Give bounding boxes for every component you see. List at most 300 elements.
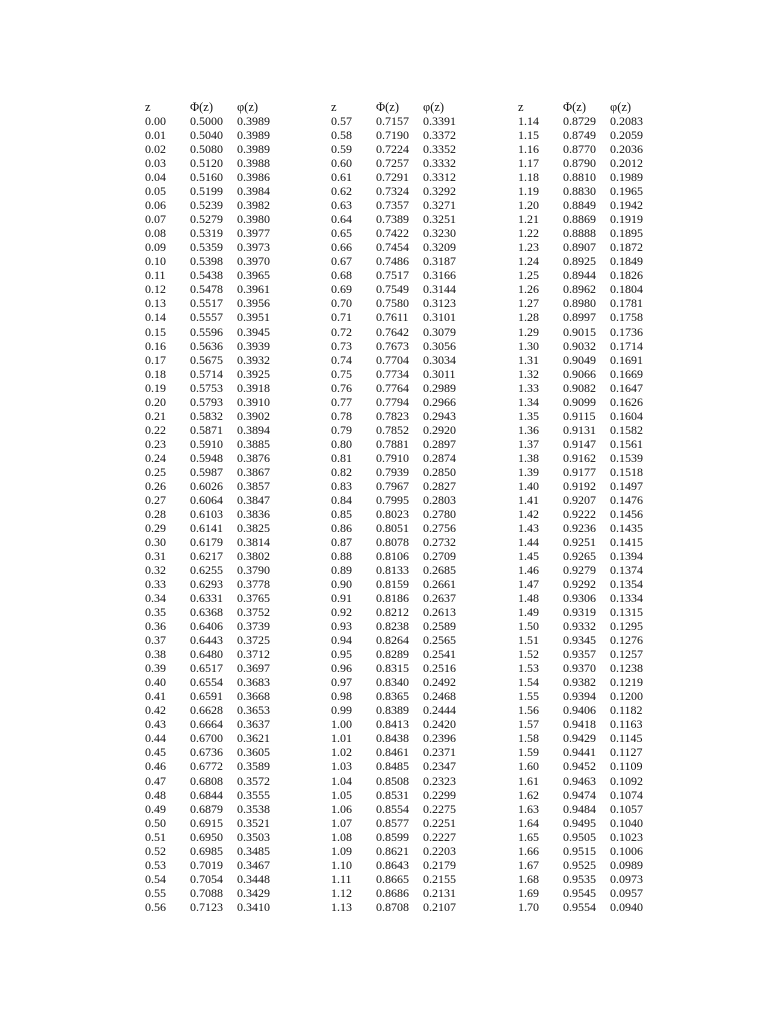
pdf-value: 0.3965 (237, 268, 270, 283)
cdf-value: 0.9015 (563, 324, 596, 339)
cdf-value: 0.5675 (190, 352, 223, 367)
z-value: 0.16 (145, 338, 166, 353)
pdf-value: 0.2059 (610, 128, 643, 143)
table-row (518, 788, 688, 802)
header-row (145, 100, 315, 114)
z-value: 0.97 (331, 675, 352, 690)
pdf-value: 0.3251 (423, 212, 456, 227)
table-row (331, 353, 501, 367)
cdf-value: 0.8461 (376, 745, 409, 760)
z-value: 1.34 (518, 394, 539, 409)
cdf-value: 0.9222 (563, 506, 596, 521)
cdf-value: 0.9306 (563, 591, 596, 606)
cdf-value: 0.7995 (376, 492, 409, 507)
cdf-value: 0.8186 (376, 591, 409, 606)
cdf-value: 0.7967 (376, 478, 409, 493)
table-row (518, 689, 688, 703)
cdf-value: 0.8413 (376, 717, 409, 732)
pdf-value: 0.3187 (423, 254, 456, 269)
pdf-value: 0.2083 (610, 114, 643, 129)
table-row (145, 900, 315, 914)
z-value: 1.20 (518, 198, 539, 213)
pdf-value: 0.2709 (423, 549, 456, 563)
table-row (145, 198, 315, 212)
z-value: 1.69 (518, 885, 539, 900)
table-row (331, 254, 501, 268)
table-row (518, 465, 688, 479)
pdf-value: 0.1561 (610, 436, 643, 451)
table-row (518, 451, 688, 465)
table-row (145, 282, 315, 296)
z-value: 1.31 (518, 352, 539, 367)
z-value: 1.41 (518, 492, 539, 507)
z-value: 1.49 (518, 605, 539, 620)
table-row (331, 759, 501, 773)
table-row (518, 816, 688, 830)
table-row (331, 437, 501, 451)
pdf-value: 0.1781 (610, 296, 643, 311)
z-value: 0.75 (331, 366, 352, 381)
cdf-value: 0.8508 (376, 773, 409, 788)
pdf-value: 0.2780 (423, 506, 456, 521)
table-row (145, 535, 315, 549)
pdf-value: 0.1942 (610, 198, 643, 213)
cdf-value: 0.7123 (190, 899, 223, 914)
cdf-value: 0.8962 (563, 282, 596, 297)
cdf-value: 0.7157 (376, 114, 409, 129)
table-row (145, 240, 315, 254)
z-value: 1.61 (518, 773, 539, 788)
z-value: 1.36 (518, 422, 539, 437)
cdf-value: 0.5636 (190, 338, 223, 353)
table-row (145, 759, 315, 773)
table-row (518, 605, 688, 619)
z-value: 0.39 (145, 661, 166, 676)
table-row (145, 128, 315, 142)
cdf-value: 0.7580 (376, 296, 409, 311)
pdf-value: 0.2685 (423, 563, 456, 578)
z-value: 0.41 (145, 689, 166, 704)
pdf-value: 0.1145 (610, 731, 643, 746)
z-value: 1.19 (518, 184, 539, 199)
cdf-value: 0.5714 (190, 366, 223, 381)
pdf-value: 0.3790 (237, 563, 270, 578)
z-value: 0.95 (331, 647, 352, 662)
cdf-value: 0.9463 (563, 773, 596, 788)
z-value: 0.31 (145, 549, 166, 563)
z-value: 1.44 (518, 534, 539, 549)
pdf-value: 0.2589 (423, 619, 456, 634)
z-value: 0.80 (331, 436, 352, 451)
table-row (331, 717, 501, 731)
table-row (145, 521, 315, 535)
cdf-value: 0.7642 (376, 324, 409, 339)
table-row (518, 142, 688, 156)
z-value: 0.44 (145, 731, 166, 746)
pdf-value: 0.1092 (610, 773, 643, 788)
table-row (145, 886, 315, 900)
cdf-value: 0.8749 (563, 128, 596, 143)
z-value: 1.40 (518, 478, 539, 493)
z-value: 1.23 (518, 240, 539, 255)
pdf-value: 0.1518 (610, 464, 643, 479)
z-value: 1.16 (518, 142, 539, 157)
pdf-value: 0.3011 (423, 366, 456, 381)
z-value: 1.35 (518, 408, 539, 423)
cdf-value: 0.5239 (190, 198, 223, 213)
pdf-value: 0.3555 (237, 787, 270, 802)
cdf-value: 0.5753 (190, 380, 223, 395)
pdf-value: 0.1919 (610, 212, 643, 227)
pdf-value: 0.3352 (423, 142, 456, 157)
table-row (145, 156, 315, 170)
z-value: 1.42 (518, 506, 539, 521)
table-row (331, 872, 501, 886)
table-row (145, 395, 315, 409)
table-row (518, 212, 688, 226)
table-row (518, 339, 688, 353)
pdf-value: 0.1006 (610, 843, 643, 858)
cdf-value: 0.5910 (190, 436, 223, 451)
cdf-value: 0.6664 (190, 717, 223, 732)
table-row (145, 339, 315, 353)
table-row (518, 872, 688, 886)
pdf-value: 0.1057 (610, 801, 643, 816)
table-row (145, 226, 315, 240)
cdf-value: 0.8340 (376, 675, 409, 690)
cdf-value: 0.9049 (563, 352, 596, 367)
z-value: 0.68 (331, 268, 352, 283)
z-value: 0.25 (145, 464, 166, 479)
cdf-value: 0.6554 (190, 675, 223, 690)
cdf-value: 0.8315 (376, 661, 409, 676)
z-value: 0.17 (145, 352, 166, 367)
pdf-value: 0.3605 (237, 745, 270, 760)
cdf-value: 0.7422 (376, 226, 409, 241)
table-row (331, 830, 501, 844)
table-row (145, 731, 315, 745)
cdf-value: 0.7224 (376, 142, 409, 157)
cdf-value: 0.8051 (376, 520, 409, 535)
table-row (518, 577, 688, 591)
cdf-value: 0.6879 (190, 801, 223, 816)
pdf-value: 0.1669 (610, 366, 643, 381)
z-value: 0.56 (145, 899, 166, 914)
table-row (518, 858, 688, 872)
table-row (145, 296, 315, 310)
cdf-value: 0.5040 (190, 128, 223, 143)
pdf-value: 0.0973 (610, 871, 643, 886)
pdf-value: 0.2516 (423, 661, 456, 676)
z-value: 0.07 (145, 212, 166, 227)
cdf-value: 0.7291 (376, 170, 409, 185)
pdf-value: 0.1334 (610, 591, 643, 606)
pdf-value: 0.2155 (423, 871, 456, 886)
table-row (145, 633, 315, 647)
cdf-value: 0.9495 (563, 815, 596, 830)
pdf-value: 0.0957 (610, 885, 643, 900)
pdf-value: 0.2036 (610, 142, 643, 157)
z-value: 1.10 (331, 857, 352, 872)
header-pdf: φ(z) (423, 100, 445, 114)
cdf-value: 0.5080 (190, 142, 223, 157)
z-value: 1.11 (331, 871, 352, 886)
table-row (331, 451, 501, 465)
z-value: 0.14 (145, 310, 166, 325)
cdf-value: 0.6808 (190, 773, 223, 788)
z-value: 0.12 (145, 282, 166, 297)
z-value: 0.67 (331, 254, 352, 269)
table-row (331, 142, 501, 156)
cdf-value: 0.9115 (563, 408, 596, 423)
table-row (331, 858, 501, 872)
table-row (518, 240, 688, 254)
cdf-value: 0.6217 (190, 549, 223, 563)
z-value: 0.42 (145, 703, 166, 718)
table-row (518, 647, 688, 661)
pdf-value: 0.3429 (237, 885, 270, 900)
table-row (331, 325, 501, 339)
z-value: 1.47 (518, 577, 539, 592)
z-value: 0.89 (331, 563, 352, 578)
table-row (518, 675, 688, 689)
pdf-value: 0.2275 (423, 801, 456, 816)
table-row (518, 184, 688, 198)
table-row (145, 802, 315, 816)
pdf-value: 0.1238 (610, 661, 643, 676)
table-row (145, 591, 315, 605)
z-value: 0.18 (145, 366, 166, 381)
cdf-value: 0.8790 (563, 156, 596, 171)
pdf-value: 0.3123 (423, 296, 456, 311)
pdf-value: 0.1276 (610, 633, 643, 648)
z-value: 1.70 (518, 899, 539, 914)
cdf-value: 0.5596 (190, 324, 223, 339)
pdf-value: 0.3034 (423, 352, 456, 367)
cdf-value: 0.5199 (190, 184, 223, 199)
pdf-value: 0.3683 (237, 675, 270, 690)
pdf-value: 0.3538 (237, 801, 270, 816)
table-row (145, 689, 315, 703)
z-value: 0.27 (145, 492, 166, 507)
table-row (331, 226, 501, 240)
cdf-value: 0.5948 (190, 450, 223, 465)
table-row (331, 535, 501, 549)
cdf-value: 0.9292 (563, 577, 596, 592)
cdf-value: 0.8159 (376, 577, 409, 592)
pdf-value: 0.3857 (237, 478, 270, 493)
pdf-value: 0.3973 (237, 240, 270, 255)
table-row (145, 619, 315, 633)
pdf-value: 0.3712 (237, 647, 270, 662)
z-value: 0.54 (145, 871, 166, 886)
z-value: 0.82 (331, 464, 352, 479)
pdf-value: 0.0940 (610, 899, 643, 914)
table-row (145, 310, 315, 324)
pdf-value: 0.1872 (610, 240, 643, 255)
cdf-value: 0.7054 (190, 871, 223, 886)
z-value: 0.52 (145, 843, 166, 858)
z-value: 0.49 (145, 801, 166, 816)
table-row (518, 423, 688, 437)
pdf-value: 0.1626 (610, 394, 643, 409)
cdf-value: 0.8599 (376, 829, 409, 844)
pdf-value: 0.1758 (610, 310, 643, 325)
cdf-value: 0.8289 (376, 647, 409, 662)
z-value: 0.35 (145, 605, 166, 620)
z-value: 1.56 (518, 703, 539, 718)
cdf-value: 0.6103 (190, 506, 223, 521)
table-row (145, 577, 315, 591)
cdf-value: 0.8531 (376, 787, 409, 802)
pdf-value: 0.3101 (423, 310, 456, 325)
pdf-value: 0.1127 (610, 745, 643, 760)
pdf-value: 0.1804 (610, 282, 643, 297)
pdf-value: 0.3448 (237, 871, 270, 886)
cdf-value: 0.9505 (563, 829, 596, 844)
z-value: 0.26 (145, 478, 166, 493)
cdf-value: 0.6368 (190, 605, 223, 620)
z-value: 1.18 (518, 170, 539, 185)
z-value: 0.92 (331, 605, 352, 620)
table-row (145, 844, 315, 858)
table-row (518, 507, 688, 521)
cdf-value: 0.9357 (563, 647, 596, 662)
header-cdf: Φ(z) (190, 100, 214, 114)
z-value: 1.12 (331, 885, 352, 900)
table-row (145, 479, 315, 493)
table-row (331, 900, 501, 914)
z-value: 0.60 (331, 156, 352, 171)
pdf-value: 0.3572 (237, 773, 270, 788)
cdf-value: 0.6700 (190, 731, 223, 746)
table-row (331, 802, 501, 816)
pdf-value: 0.3910 (237, 394, 270, 409)
z-value: 0.10 (145, 254, 166, 269)
table-row (331, 423, 501, 437)
z-value: 1.63 (518, 801, 539, 816)
pdf-value: 0.3372 (423, 128, 456, 143)
cdf-value: 0.9236 (563, 520, 596, 535)
z-value: 1.27 (518, 296, 539, 311)
z-value: 1.43 (518, 520, 539, 535)
z-value: 0.79 (331, 422, 352, 437)
table-row (331, 549, 501, 563)
table-row (331, 675, 501, 689)
table-row (331, 703, 501, 717)
table-row (145, 170, 315, 184)
cdf-value: 0.6141 (190, 520, 223, 535)
z-value: 0.20 (145, 394, 166, 409)
z-value: 1.06 (331, 801, 352, 816)
table-row (331, 661, 501, 675)
cdf-value: 0.6331 (190, 591, 223, 606)
cdf-value: 0.8980 (563, 296, 596, 311)
cdf-value: 0.8554 (376, 801, 409, 816)
cdf-value: 0.9418 (563, 717, 596, 732)
z-value: 1.58 (518, 731, 539, 746)
z-value: 0.11 (145, 268, 166, 283)
cdf-value: 0.8888 (563, 226, 596, 241)
pdf-value: 0.3814 (237, 534, 270, 549)
z-value: 0.47 (145, 773, 166, 788)
table-row (145, 745, 315, 759)
cdf-value: 0.5120 (190, 156, 223, 171)
table-row (331, 282, 501, 296)
table-row (518, 170, 688, 184)
table-row (331, 591, 501, 605)
table-row (331, 647, 501, 661)
z-value: 1.25 (518, 268, 539, 283)
cdf-value: 0.9066 (563, 366, 596, 381)
z-value: 1.62 (518, 787, 539, 802)
pdf-value: 0.1456 (610, 506, 643, 521)
table-row (331, 339, 501, 353)
z-value: 1.30 (518, 338, 539, 353)
cdf-value: 0.6064 (190, 492, 223, 507)
cdf-value: 0.9147 (563, 436, 596, 451)
cdf-value: 0.6517 (190, 661, 223, 676)
table-row (331, 184, 501, 198)
z-value: 0.73 (331, 338, 352, 353)
z-value: 1.46 (518, 563, 539, 578)
cdf-value: 0.6026 (190, 478, 223, 493)
z-value: 1.01 (331, 731, 352, 746)
cdf-value: 0.7673 (376, 338, 409, 353)
table-row (331, 156, 501, 170)
cdf-value: 0.5871 (190, 422, 223, 437)
pdf-value: 0.1182 (610, 703, 643, 718)
z-value: 1.13 (331, 899, 352, 914)
z-value: 0.74 (331, 352, 352, 367)
cdf-value: 0.7454 (376, 240, 409, 255)
cdf-value: 0.7324 (376, 184, 409, 199)
cdf-value: 0.8830 (563, 184, 596, 199)
table-row (145, 114, 315, 128)
z-value: 0.77 (331, 394, 352, 409)
z-value: 1.67 (518, 857, 539, 872)
cdf-value: 0.7019 (190, 857, 223, 872)
cdf-value: 0.7088 (190, 885, 223, 900)
table-row (331, 493, 501, 507)
pdf-value: 0.2989 (423, 380, 456, 395)
z-value: 1.04 (331, 773, 352, 788)
z-value: 1.15 (518, 128, 539, 143)
pdf-value: 0.2613 (423, 605, 456, 620)
pdf-value: 0.3945 (237, 324, 270, 339)
cdf-value: 0.6179 (190, 534, 223, 549)
z-value: 0.24 (145, 450, 166, 465)
cdf-value: 0.6443 (190, 633, 223, 648)
cdf-value: 0.8438 (376, 731, 409, 746)
z-value: 1.59 (518, 745, 539, 760)
pdf-value: 0.2850 (423, 464, 456, 479)
table-row (145, 563, 315, 577)
z-value: 0.22 (145, 422, 166, 437)
pdf-value: 0.2897 (423, 436, 456, 451)
pdf-value: 0.3621 (237, 731, 270, 746)
table-row (331, 198, 501, 212)
pdf-value: 0.1497 (610, 478, 643, 493)
cdf-value: 0.9265 (563, 549, 596, 563)
cdf-value: 0.6293 (190, 577, 223, 592)
z-value: 0.01 (145, 128, 166, 143)
cdf-value: 0.6591 (190, 689, 223, 704)
cdf-value: 0.9370 (563, 661, 596, 676)
cdf-value: 0.5478 (190, 282, 223, 297)
table-row (145, 661, 315, 675)
z-value: 0.48 (145, 787, 166, 802)
